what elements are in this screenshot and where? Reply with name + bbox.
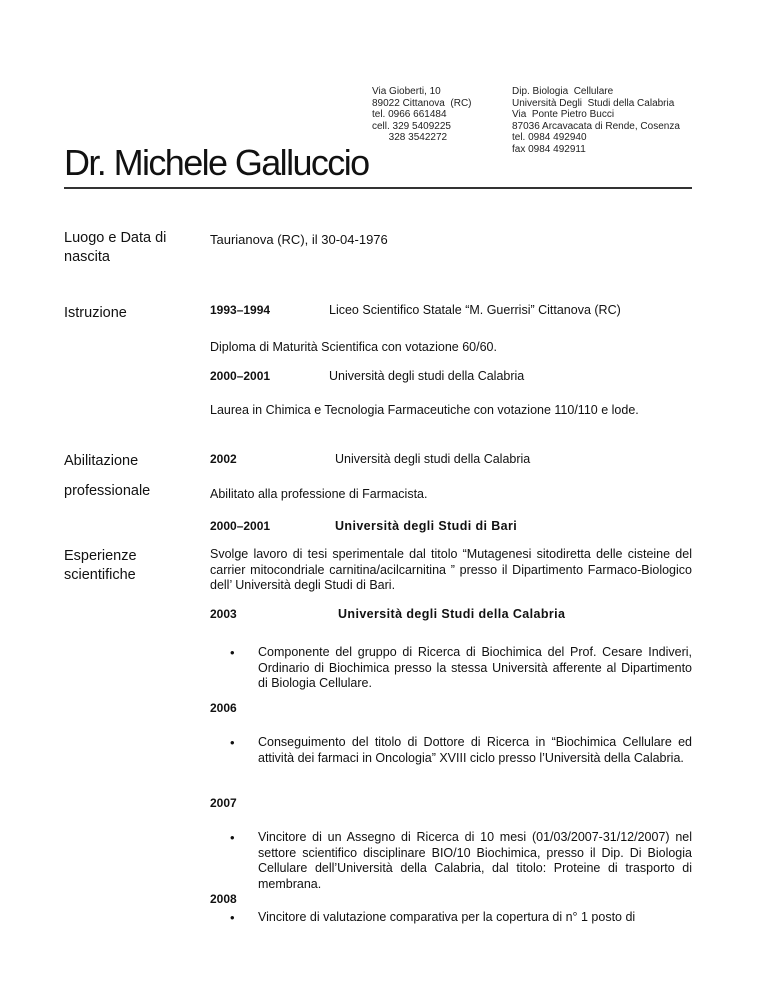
education-institution-2: Università degli studi della Calabria: [329, 369, 525, 383]
experience-year-2007: 2007: [210, 796, 237, 810]
work-address-university: Università Degli Studi della Calabria: [512, 97, 675, 109]
education-detail-2: Laurea in Chimica e Tecnologia Farmaceutiche con votazione 110/110 e lode.: [210, 403, 639, 417]
qualification-year: 2002: [210, 452, 237, 466]
home-address-cell: cell. 329 5409225: [372, 120, 451, 132]
header-divider: [64, 187, 692, 189]
experience-label-line1: Esperienze: [64, 548, 137, 564]
qualification-detail: Abilitato alla professione di Farmacista.: [210, 487, 428, 501]
experience-label: [64, 547, 137, 585]
qualification-label-line1: Abilitazione: [64, 453, 139, 469]
home-address: [372, 86, 472, 144]
experience-bari-institution: Università degli Studi di Bari: [335, 519, 518, 533]
work-address: [512, 86, 680, 156]
home-address-phone: tel. 0966 661484: [372, 109, 447, 121]
bullet-2003-text: Componente del gruppo di Ricerca di Biochimica del Prof. Cesare Indiveri, Ordinario di Biochimica presso la stessa Università afferente al Dipartimento di Biologia Cellulare.: [258, 645, 692, 691]
education-year-1: 1993–1994: [210, 303, 271, 317]
education-detail-1: Diploma di Maturità Scientifica con votazione 60/60.: [210, 340, 497, 354]
birth-label-line1: Luogo e Data di: [64, 230, 167, 246]
work-address-city: 87036 Arcavacata di Rende, Cosenza: [512, 120, 680, 132]
education-label: Istruzione: [64, 305, 127, 321]
experience-year-2008: 2008: [210, 892, 237, 906]
qualification-institution: Università degli studi della Calabria: [335, 452, 531, 466]
bullet-marker: •: [230, 910, 235, 925]
experience-calabria-institution: Università degli Studi della Calabria: [338, 607, 566, 621]
work-address-phone: tel. 0984 492940: [512, 132, 587, 144]
bullet-2007-text: Vincitore di un Assegno di Ricerca di 10 mesi (01/03/2007-31/12/2007) nel settore scientifico disciplinare BIO/10 Biochimica, presso il Dip. Di Biologia Cellulare dell’Università della Calabria, dal titolo: Proteine di trasporto di membrana.: [258, 830, 692, 891]
work-address-street: Via Ponte Pietro Bucci: [512, 109, 615, 121]
birth-label-line2: nascita: [64, 249, 110, 265]
birth-label: [64, 229, 166, 267]
home-address-street: Via Gioberti, 10: [372, 86, 441, 97]
birth-value: Taurianova (RC), il 30-04-1976: [210, 232, 388, 247]
work-address-dept: Dip. Biologia Cellulare: [512, 86, 614, 97]
experience-bari-year: 2000–2001: [210, 519, 271, 533]
bullet-marker: •: [230, 645, 235, 660]
education-institution-1: Liceo Scientifico Statale “M. Guerrisi” Cittanova (RC): [329, 303, 621, 317]
bullet-marker: •: [230, 830, 235, 845]
qualification-label-line2: professionale: [64, 483, 151, 499]
experience-bari-detail: Svolge lavoro di tesi sperimentale dal titolo “Mutagenesi sitodiretta delle cisteine del carrier mitocondriale carnitina/acilcarnitina ” presso il Dipartimento Farmaco-Biologico dell’ Università degli Studi di Bari.: [210, 547, 692, 593]
work-address-fax: fax 0984 492911: [512, 143, 586, 155]
person-name: Dr. Michele Galluccio: [64, 142, 369, 183]
home-address-city: 89022 Cittanova (RC): [372, 97, 472, 109]
experience-calabria-year: 2003: [210, 607, 237, 621]
experience-label-line2: scientifiche: [64, 567, 136, 583]
experience-year-2006: 2006: [210, 701, 237, 715]
education-year-2: 2000–2001: [210, 369, 271, 383]
home-address-cell2: 328 3542272: [372, 132, 448, 144]
bullet-2008-text: Vincitore di valutazione comparativa per la copertura di n° 1 posto di: [258, 910, 636, 924]
bullet-marker: •: [230, 735, 235, 750]
bullet-2006-text: Conseguimento del titolo di Dottore di Ricerca in “Biochimica Cellulare ed attività dei farmaci in Oncologia” XVIII ciclo presso l’Università della Calabria.: [258, 735, 692, 765]
